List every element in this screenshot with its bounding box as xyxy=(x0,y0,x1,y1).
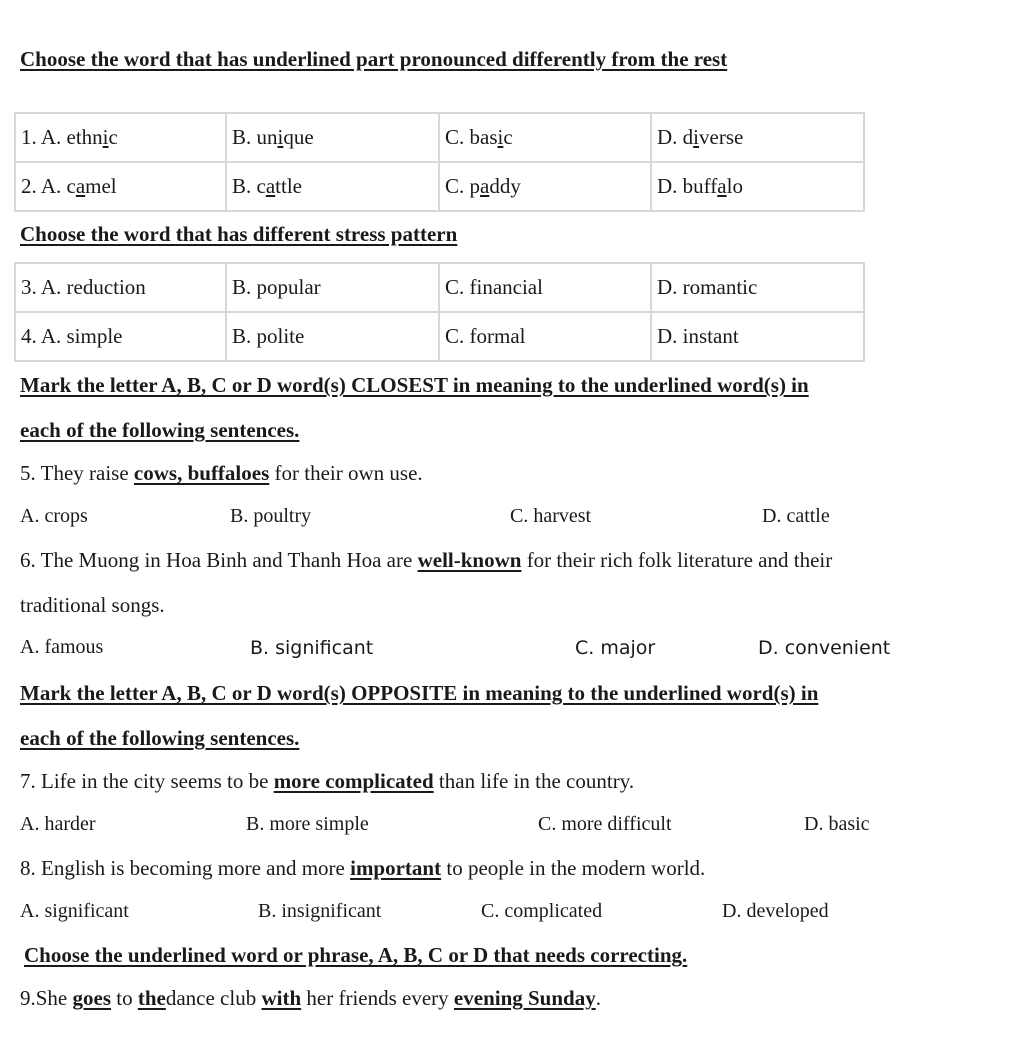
question-9: 9.She goes to thedance club with her friends every evening Sunday. xyxy=(20,986,601,1010)
q9-option-a[interactable]: goes xyxy=(72,986,111,1010)
q7-option-d[interactable]: D. basic xyxy=(804,813,870,835)
q2-option-d[interactable]: D. buffalo xyxy=(651,162,864,211)
q1-option-d[interactable]: D. diverse xyxy=(651,113,864,162)
q9-option-c[interactable]: with xyxy=(261,986,302,1010)
question-6-line-2: traditional songs. xyxy=(20,593,165,617)
q4-option-c[interactable]: C. formal xyxy=(439,312,651,361)
q7-option-a[interactable]: A. harder xyxy=(20,813,96,835)
section-2-heading: Choose the word that has different stress pattern xyxy=(20,222,458,246)
pronunciation-table xyxy=(14,112,865,212)
q7-option-b[interactable]: B. more simple xyxy=(246,813,369,835)
question-8: 8. English is becoming more and more important to people in the modern world. xyxy=(20,856,706,880)
q4-option-a[interactable]: 4. A. simple xyxy=(15,312,226,361)
question-5: 5. They raise cows, buffaloes for their own use. xyxy=(20,461,423,485)
section-1-heading: Choose the word that has underlined part pronounced differently from the rest xyxy=(20,47,728,71)
q5-option-d[interactable]: D. cattle xyxy=(762,505,830,527)
table-row xyxy=(15,113,864,162)
q5-option-a[interactable]: A. crops xyxy=(20,505,88,527)
q7-option-c[interactable]: C. more difficult xyxy=(538,813,672,835)
table-row xyxy=(15,263,864,312)
section-4-heading-line-1: Mark the letter A, B, C or D word(s) OPPOSITE in meaning to the underlined word(s) in xyxy=(20,681,819,705)
table-row xyxy=(15,162,864,211)
section-3-heading-line-2: each of the following sentences. xyxy=(20,418,300,442)
q8-option-c[interactable]: C. complicated xyxy=(481,900,603,922)
q3-option-c[interactable]: C. financial xyxy=(439,263,651,312)
q2-option-b[interactable]: B. cattle xyxy=(226,162,439,211)
q9-option-b[interactable]: the xyxy=(137,986,166,1010)
q8-option-d[interactable]: D. developed xyxy=(722,900,829,922)
question-7: 7. Life in the city seems to be more complicated than life in the country. xyxy=(20,769,635,793)
q3-option-d[interactable]: D. romantic xyxy=(651,263,864,312)
section-4-heading-line-2: each of the following sentences. xyxy=(20,726,300,750)
q3-option-a[interactable]: 3. A. reduction xyxy=(15,263,226,312)
q5-option-c[interactable]: C. harvest xyxy=(510,505,592,527)
q4-option-d[interactable]: D. instant xyxy=(651,312,864,361)
section-5-heading: Choose the underlined word or phrase, A, B, C or D that needs correcting. xyxy=(24,943,688,967)
q1-option-c[interactable]: C. basic xyxy=(439,113,651,162)
q6-option-d[interactable]: D. convenient xyxy=(758,637,891,659)
q3-option-b[interactable]: B. popular xyxy=(226,263,439,312)
q8-option-b[interactable]: B. insignificant xyxy=(258,900,382,922)
q2-option-c[interactable]: C. paddy xyxy=(439,162,651,211)
q1-option-a[interactable]: 1. A. ethnic xyxy=(15,113,226,162)
q2-option-a[interactable]: 2. A. camel xyxy=(15,162,226,211)
section-3-heading-line-1: Mark the letter A, B, C or D word(s) CLOSEST in meaning to the underlined word(s) in xyxy=(20,373,809,397)
q4-option-b[interactable]: B. polite xyxy=(226,312,439,361)
q9-option-d[interactable]: evening Sunday xyxy=(453,986,596,1010)
question-6: 6. The Muong in Hoa Binh and Thanh Hoa are well-known for their rich folk literature and their xyxy=(20,548,833,572)
q6-option-c[interactable]: C. major xyxy=(575,637,656,659)
stress-table xyxy=(14,262,865,362)
q6-option-a[interactable]: A. famous xyxy=(20,636,104,658)
q8-option-a[interactable]: A. significant xyxy=(20,900,129,922)
table-row xyxy=(15,312,864,361)
q1-option-b[interactable]: B. unique xyxy=(226,113,439,162)
q6-option-b[interactable]: B. significant xyxy=(250,637,374,659)
q5-option-b[interactable]: B. poultry xyxy=(230,505,312,527)
